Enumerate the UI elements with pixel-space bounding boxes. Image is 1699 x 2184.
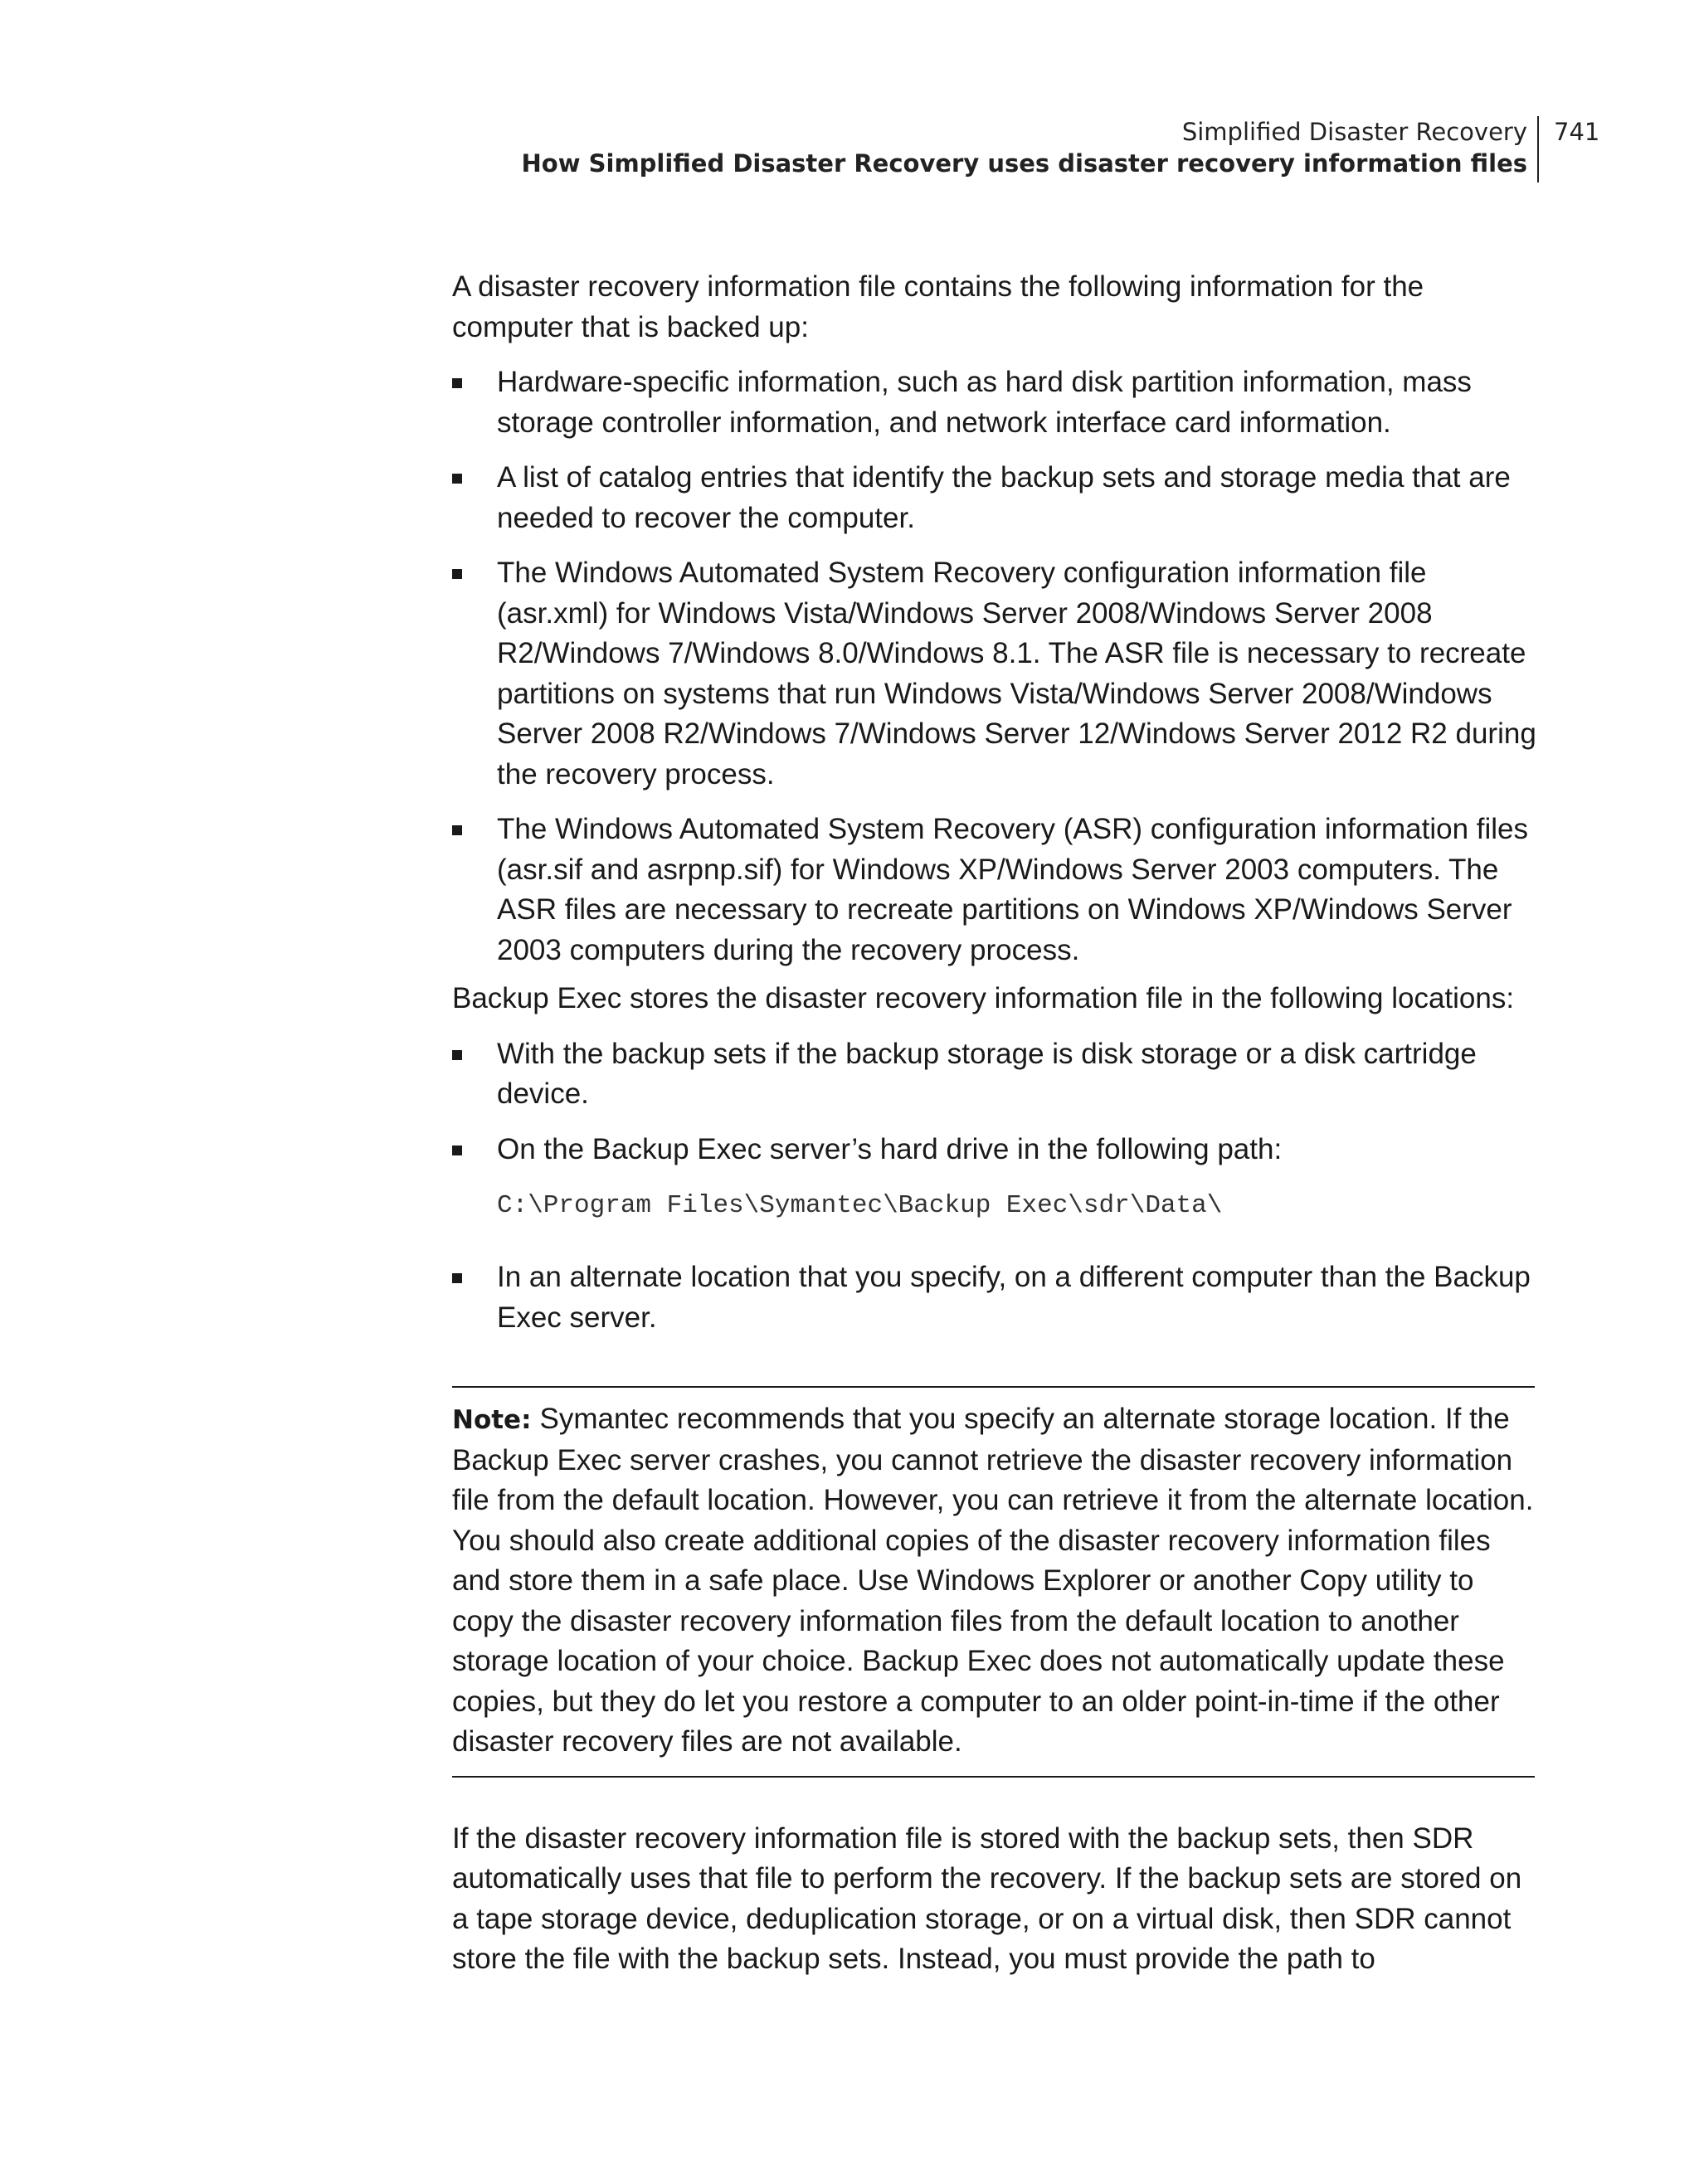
list-item-text: The Windows Automated System Recovery (ASR) configuration information files (asr.sif and asrpnp.sif) for Windows XP/Windows Server 2003 computers. The ASR files are necessary to recreate partitions on Windows XP/Windows Server 2003 computers during the recovery process. [497,813,1529,966]
bullet-marker [452,474,462,484]
section-title: How Simplified Disaster Recovery uses disaster recovery information files [521,149,1527,178]
header-titles [522,116,1537,179]
list-item-text: A list of catalog entries that identify the backup sets and storage media that are needed to recover the computer. [497,461,1511,534]
list-item [452,1257,1543,1338]
list-item [452,810,1543,970]
note-bottom-rule [452,1776,1535,1778]
storage-locations-list [452,1034,1543,1339]
list-item [452,1130,1543,1225]
list-item-text: The Windows Automated System Recovery configuration information file (asr.xml) for Windows Vista/Windows Server 2008/Windows Server 2008 R2/Windows 7/Windows 8.0/Windows 8.1. The ASR file is necessary to recreate partitions on systems that run Windows Vista/Windows Server 2008/Windows Server 2008 R2/Windows 7/Windows Server 12/Windows Server 2012 R2 during the recovery process. [497,557,1536,790]
note-text [452,1388,1543,1776]
bullet-marker [452,569,462,579]
chapter-title: Simplified Disaster Recovery [1181,118,1527,146]
file-contents-list [452,362,1543,970]
locations-intro-paragraph: Backup Exec stores the disaster recovery information file in the following locations: [452,982,1515,1014]
list-item [452,1034,1543,1115]
bullet-marker [452,825,462,835]
list-item-text: On the Backup Exec server’s hard drive in the following path: [497,1132,1283,1165]
bullet-marker [452,378,462,388]
list-item [452,458,1543,538]
note-body: Symantec recommends that you specify an alternate storage location. If the Backup Exec server crashes, you cannot retrieve the disaster recovery information file from the default location. However, you can retrieve it from the alternate location. You should also create additional copies of the disaster recovery information files and store them in a safe place. Use Windows Explorer or another Copy utility to copy the disaster recovery information files from the default location to another storage location of your choice. Backup Exec does not automatically update these copies, but they do let you restore a computer to an older point-in-time if the other disaster recovery files are not available. [452,1403,1534,1758]
bullet-marker [452,1050,462,1060]
final-paragraph: If the disaster recovery information file is stored with the backup sets, then SDR automatically uses that file to perform the recovery. If the backup sets are stored on a tape storage device, deduplication storage, or on a virtual disk, then SDR cannot store the file with the backup sets. Instead, you must provide the path to [452,1822,1522,1975]
list-item-text: In an alternate location that you specify, on a different computer than the Backup Exec server. [497,1261,1531,1334]
note-label: Note: [452,1405,532,1435]
default-path-code: C:\Program Files\Symantec\Backup Exec\sdr\Data\ [497,1191,1223,1220]
list-item-text: Hardware-specific information, such as hard disk partition information, mass storage controller information, and network interface card information. [497,366,1472,439]
list-item [452,362,1543,443]
bullet-marker [452,1146,462,1155]
header-divider [1537,116,1539,182]
page-body [452,267,1543,1980]
list-item [452,553,1543,795]
intro-paragraph: A disaster recovery information file contains the following information for the computer that is backed up: [452,270,1424,343]
note-block [452,1386,1543,1778]
page-number: 741 [1554,118,1600,146]
bullet-marker [452,1273,462,1283]
list-item-text: With the backup sets if the backup storage is disk storage or a disk cartridge device. [497,1037,1477,1110]
